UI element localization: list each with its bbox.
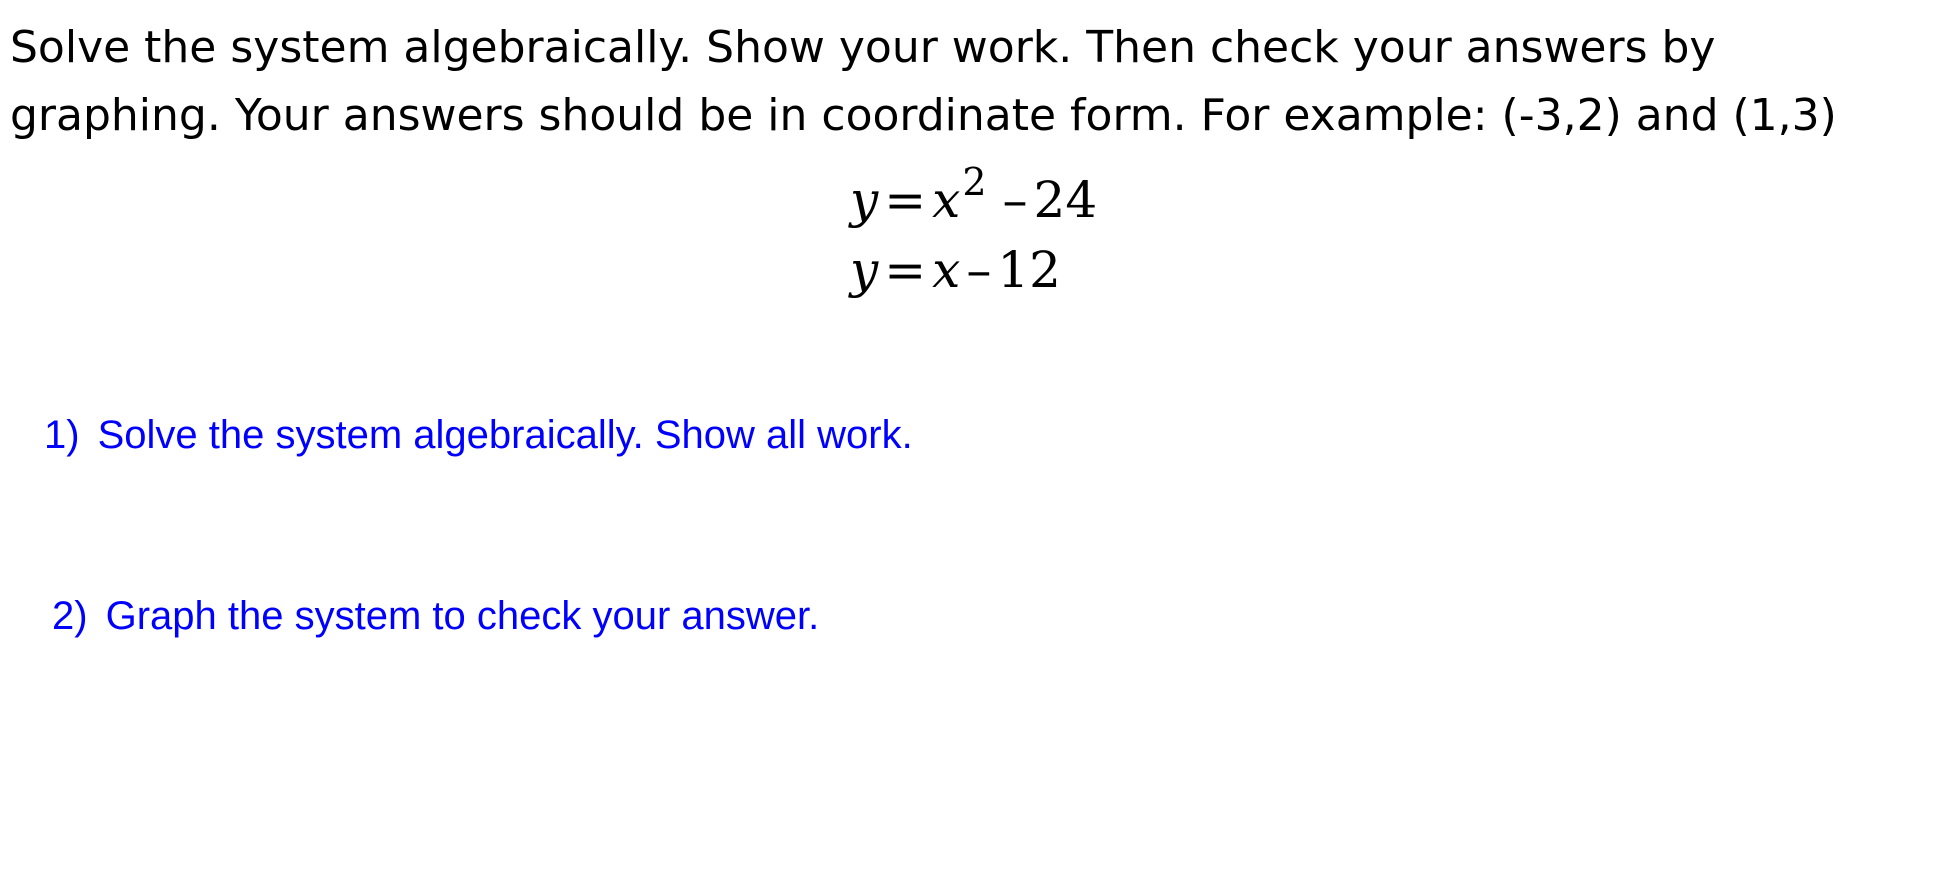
instructions-line-2: graphing. Your answers should be in coordinate form. For example: (-3,2) and (1,3)	[10, 90, 1837, 141]
equation-2-constant: 12	[997, 241, 1061, 299]
task-1-number: 1)	[44, 413, 80, 457]
equation-1-lhs: y	[850, 171, 879, 229]
equation-2-minus: –	[966, 241, 992, 299]
instructions-text	[10, 14, 1930, 150]
instructions-line-1: Solve the system algebraically. Show your work. Then check your answers by	[10, 22, 1716, 73]
task-1-text: Solve the system algebraically. Show all work.	[97, 413, 913, 457]
equation-1-minus: –	[1002, 171, 1028, 229]
task-2-text: Graph the system to check your answer.	[105, 594, 820, 638]
equation-1-constant: 24	[1033, 171, 1098, 229]
equation-2-term: x	[932, 241, 961, 299]
equation-2-lhs: y	[850, 241, 879, 299]
equation-1	[850, 160, 1098, 235]
equation-2-equals: =	[884, 241, 927, 299]
equation-1-equals: =	[884, 171, 927, 229]
task-1	[44, 413, 913, 458]
task-2-number: 2)	[52, 594, 88, 638]
task-2	[52, 594, 819, 639]
equation-1-exponent: 2	[962, 160, 987, 204]
equation-1-base: x	[932, 171, 961, 229]
system-of-equations	[850, 160, 1098, 305]
equation-2	[850, 235, 1097, 305]
